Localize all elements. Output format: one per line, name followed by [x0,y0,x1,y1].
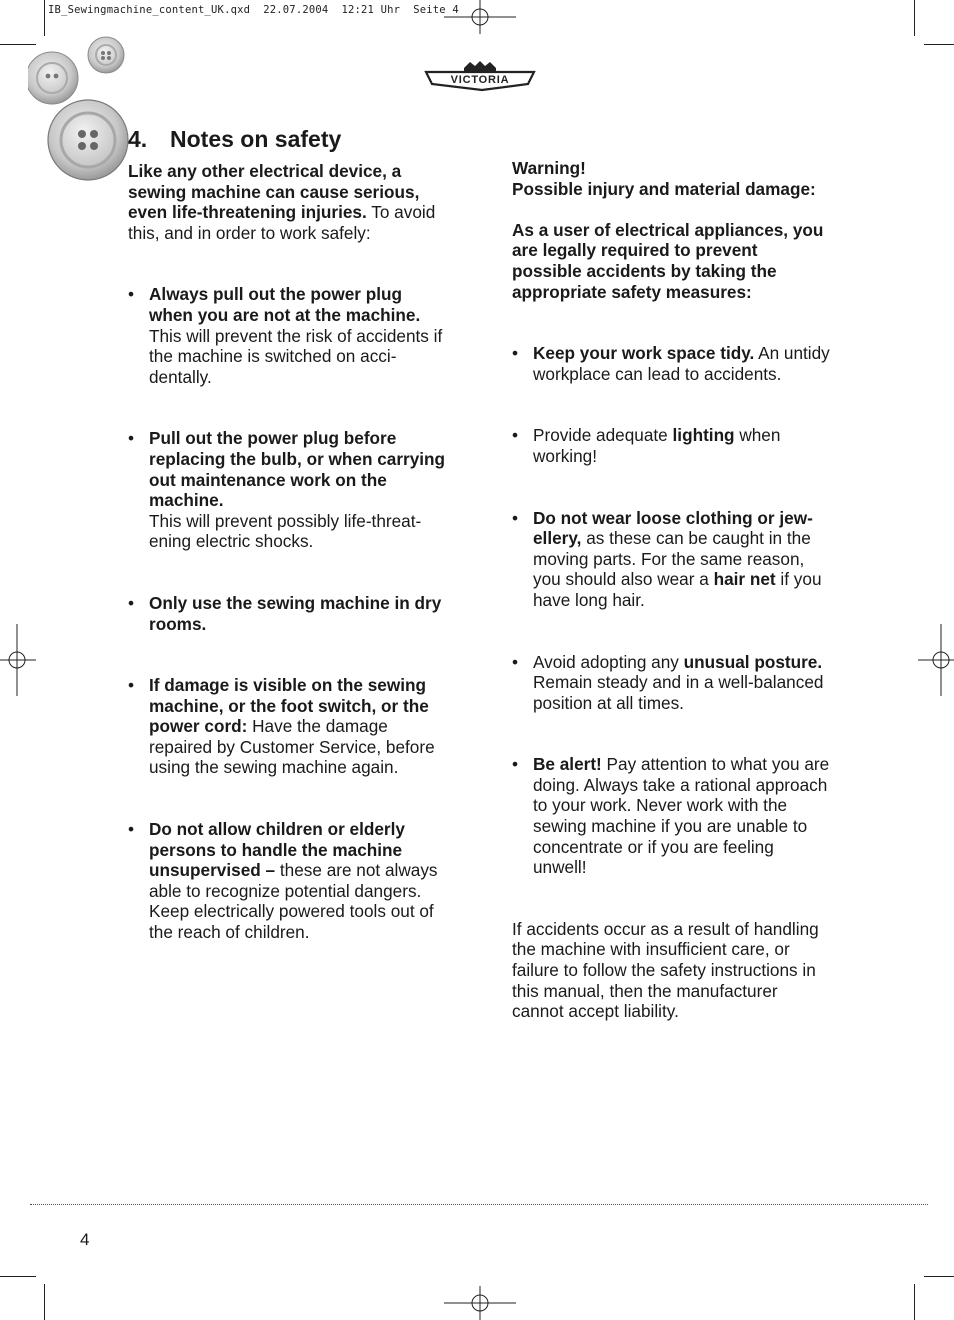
liability-paragraph: If accidents occur as a result of handling the machine with insufficient care, or failure to follow the safety instructions in this manual, then the manufacturer cannot accept liability. [512,918,819,1022]
item-bold-text: unusual posture. [683,651,823,672]
right-column [512,158,830,1022]
bullet: • [128,592,135,613]
section-number: 4. [128,126,148,152]
bullet: • [512,343,519,364]
item-text: Avoid adopting any [533,651,684,672]
left-column [128,161,450,943]
item-text: Remain steady and in a well-balanced position at all times. [533,672,824,713]
page-number: 4 [80,1230,90,1249]
bullet: • [512,651,519,672]
bullet: • [128,819,135,840]
registration-mark-right-icon [918,624,954,696]
left-list-item [128,675,450,778]
item-bold-text: lighting [672,425,735,446]
item-text: if you have long hair. [533,569,822,610]
registration-mark-bottom-icon [444,1286,516,1320]
bullet: • [128,428,135,449]
section-heading [128,126,341,153]
intro-bold: Like any other electrical device, a sewing machine can cause serious, even life-threatening injuries. [128,161,420,223]
right-list-item [512,754,830,878]
item-bold-text: Only use the sewing machine in dry rooms. [149,592,442,634]
item-text: Provide adequate [533,425,673,446]
left-safety-list [128,284,450,942]
item-bold-text: Be alert! [533,754,602,775]
warning-title: Warning! [512,158,586,178]
left-list-item [128,428,450,552]
registration-mark-top-icon [444,0,516,34]
registration-mark-left-icon [0,624,36,696]
victoria-logo [424,58,536,94]
warning-subtitle: Possible injury and material damage: [512,178,816,199]
sewing-buttons-icon [28,36,132,186]
print-slug: IB_Sewingmachine_content_UK.qxd 22.07.2004 12:21 Uhr Seite 4 [48,4,459,16]
right-list-item [512,425,830,466]
right-list-item [512,652,830,714]
right-list-item [512,508,830,611]
item-bold-text: If damage is visible on the sewing machine, or the foot switch, or the power cord: [149,675,429,737]
right-safety-list [512,343,830,878]
item-text: when working! [533,425,781,466]
item-text: This will prevent the risk of accidents if the machine is switched on accidentally. [149,325,443,387]
intro-text: To avoid this, and in order to work safely: [128,202,436,243]
item-bold-text: Always pull out the power plug when you are not at the machine. [149,284,421,325]
bullet: • [128,675,135,696]
bullet: • [128,284,135,305]
left-list-item [128,284,450,387]
bullet: • [512,507,519,528]
section-title: Notes on safety [170,126,342,152]
item-text: as these can be caught in the moving parts. For the same reason, you should also wear a [533,528,811,590]
item-bold-text: Keep your work space tidy. [533,343,755,364]
item-bold-text: Pull out the power plug before replacing the bulb, or when carrying out maintenance work on the machine. [149,428,446,511]
item-text: An untidy workplace can lead to accidents. [533,343,830,384]
item-bold-text: hair net [713,569,776,590]
intro-paragraph [128,161,450,243]
item-text: This will prevent possibly life-threatening electric shocks. [149,510,422,552]
item-text: these are not always able to recognize potential dangers. Keep electrically powered tools out of the reach of children. [149,860,438,943]
item-bold-text: Do not wear loose clothing or jewellery, [533,507,813,549]
left-list-item [128,593,450,634]
item-text: Have the damage repaired by Customer Service, before using the sewing machine again. [149,716,435,778]
right-list-item [512,343,830,384]
item-text: Pay attention to what you are doing. Always take a rational approach to your work. Never work with the sewing machine if you are unable to concentrate or if you are feeling unwell! [533,754,830,878]
bullet: • [512,754,519,775]
footer-divider [30,1204,928,1205]
legal-note: As a user of electrical appliances, you are legally required to prevent possible accidents by taking the appropriate safety measures: [512,219,824,302]
svg-text:VICTORIA: VICTORIA [450,74,510,86]
left-list-item [128,819,450,943]
item-bold-text: Do not allow children or elderly persons to handle the machine unsupervised – [149,819,405,881]
bullet: • [512,425,519,446]
